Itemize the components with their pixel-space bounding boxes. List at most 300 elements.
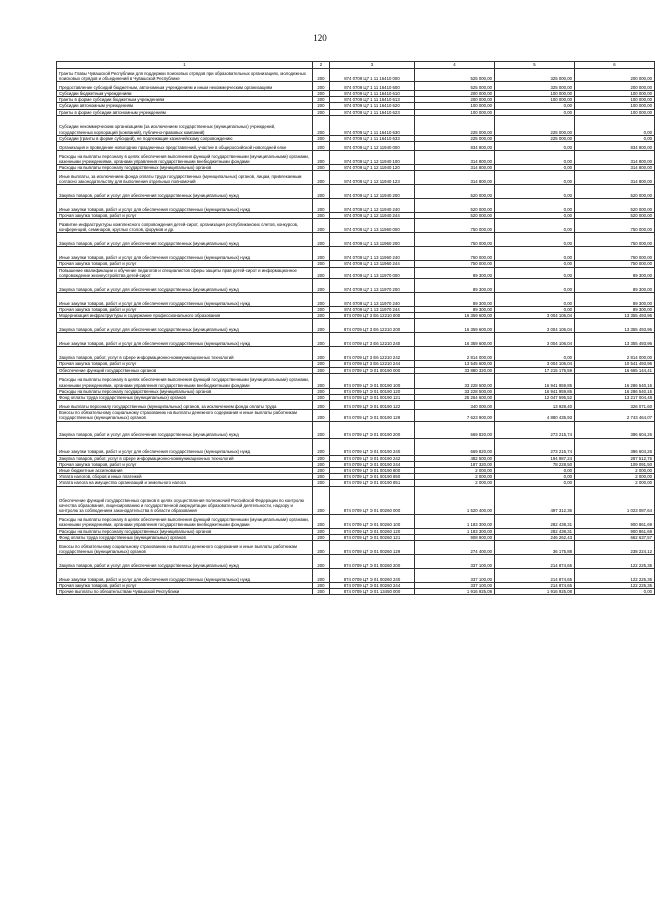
row-budget-classification: 874 0709 Ц7 1 13 11970 000 xyxy=(330,267,415,278)
header-cell: 1 xyxy=(57,62,313,69)
row-budget-classification: 874 0709 Ц7 1 13 11960 200 xyxy=(330,233,415,247)
table-row xyxy=(57,319,655,333)
row-executed-amount: 0,00 xyxy=(495,261,575,267)
row-executed-amount: 0,00 xyxy=(495,185,575,199)
row-code: 200 xyxy=(313,401,330,410)
table-row xyxy=(57,486,655,514)
row-budget-classification: 874 0709 Ц7 3 E6 12210 240 xyxy=(330,333,415,347)
row-approved-amount: 100 000,00 xyxy=(415,109,495,115)
row-executed-amount: 0,00 xyxy=(495,165,575,171)
table-row xyxy=(57,528,655,534)
row-budget-classification: 874 0709 Ц7 Э 01 00190 122 xyxy=(330,401,415,410)
row-description: Расходы на выплаты персоналу в целях обеспечения выполнения функций государственными (муниципальными) органами, казенными учреждениями, органами управления государственными внебюджетными фондами xyxy=(57,373,313,388)
row-approved-amount: 25 264 600,00 xyxy=(415,395,495,401)
table-row xyxy=(57,333,655,347)
row-description: Фонд оплаты труда государственных (муниципальных) органов xyxy=(57,534,313,540)
table-header-row xyxy=(57,62,655,69)
row-description: Иные выплаты, за исключением фонда оплаты труда государственных (муниципальных) органов, лицам, привлекаемым согласно законодательству для выполнения отдельных полномочий xyxy=(57,171,313,185)
row-executed-amount: 214 874,65 xyxy=(495,569,575,583)
row-approved-amount: 750 000,00 xyxy=(415,247,495,261)
row-remaining-amount: 200 000,00 xyxy=(575,82,655,91)
row-description: Иные бюджетные ассигнования xyxy=(57,468,313,474)
row-budget-classification: 874 0709 Ц7 1 12 11940 244 xyxy=(330,213,415,219)
header-cell: 5 xyxy=(495,62,575,69)
row-remaining-amount: 520 000,00 xyxy=(575,185,655,199)
row-description: Прочие выплаты по обязательствам Чувашской Республики xyxy=(57,589,313,595)
row-budget-classification: 874 0709 Ц7 Э 01 00190 240 xyxy=(330,438,415,455)
row-description: Иные закупки товаров, работ и услуг для обеспечения государственных (муниципальных) нужд xyxy=(57,569,313,583)
row-executed-amount: 0,00 xyxy=(495,171,575,185)
row-budget-classification: 874 0709 Ц7 Э 01 00260 200 xyxy=(330,555,415,569)
row-code: 200 xyxy=(313,199,330,213)
table-row xyxy=(57,401,655,410)
row-description: Закупка товаров, работ, услуг в сфере информационно-коммуникационных технологий xyxy=(57,347,313,361)
row-executed-amount: 0,00 xyxy=(495,109,575,115)
row-remaining-amount: 0,00 xyxy=(575,589,655,595)
row-description: Развитие инфраструктуры комплексного сопровождения детей-сирот, организация республиканских слетов, конкурсов, конференций, семинаров, круглых столов, форумов и др. xyxy=(57,219,313,233)
row-budget-classification: 874 0709 Ц7 1 12 11940 120 xyxy=(330,165,415,171)
row-approved-amount: 1 916 925,08 xyxy=(415,589,495,595)
table-row xyxy=(57,165,655,171)
row-code: 200 xyxy=(313,219,330,233)
row-description: Обеспечение функций государственных органов в целях осуществления полномочий Российской Федерации по контролю качества образования, лицензированию и государственной аккредитации образовательной деятельности, надзору и контролю за соблюдением законодательства в области образования xyxy=(57,486,313,514)
row-approved-amount: 669 820,00 xyxy=(415,438,495,455)
row-approved-amount: 89 300,00 xyxy=(415,307,495,313)
table-row xyxy=(57,395,655,401)
row-budget-classification: 874 0709 Ц7 1 11 16410 620 xyxy=(330,103,415,109)
row-executed-amount: 0,00 xyxy=(495,279,575,293)
row-remaining-amount: 89 300,00 xyxy=(575,307,655,313)
row-budget-classification: 874 0709 Ц7 Э 01 00190 242 xyxy=(330,455,415,461)
row-code: 200 xyxy=(313,103,330,109)
row-description: Взносы по обязательному социальному страхованию на выплаты денежного содержания и иные выплаты работникам государственных (муниципальных) органов xyxy=(57,541,313,555)
row-code: 200 xyxy=(313,142,330,151)
row-code: 200 xyxy=(313,461,330,467)
row-remaining-amount: 2 000,00 xyxy=(575,480,655,486)
row-code: 200 xyxy=(313,480,330,486)
row-executed-amount: 17 215 175,59 xyxy=(495,367,575,373)
row-approved-amount: 314 800,00 xyxy=(415,151,495,165)
row-description: Прочая закупка товаров, работ и услуг xyxy=(57,361,313,367)
row-budget-classification: 874 0709 Ц7 1 11 16410 600 xyxy=(330,82,415,91)
row-executed-amount: 0,00 xyxy=(495,213,575,219)
row-remaining-amount: 13 355 493,96 xyxy=(575,313,655,319)
row-approved-amount: 225 000,00 xyxy=(415,115,495,135)
row-approved-amount: 669 820,00 xyxy=(415,421,495,438)
row-approved-amount: 16 359 600,00 xyxy=(415,313,495,319)
row-approved-amount: 274 400,00 xyxy=(415,541,495,555)
row-code: 200 xyxy=(313,135,330,141)
row-remaining-amount: 750 000,00 xyxy=(575,219,655,233)
row-code: 200 xyxy=(313,583,330,589)
row-executed-amount: 12 047 595,52 xyxy=(495,395,575,401)
row-code: 200 xyxy=(313,82,330,91)
row-description: Расходы на выплаты персоналу государственных (муниципальных) органов xyxy=(57,388,313,394)
row-description: Иные закупки товаров, работ и услуг для обеспечения государственных (муниципальных) нужд xyxy=(57,199,313,213)
table-row xyxy=(57,313,655,319)
row-description: Субсидии автономным учреждениям xyxy=(57,103,313,109)
row-description: Прочая закупка товаров, работ и услуг xyxy=(57,213,313,219)
row-approved-amount: 2 000,00 xyxy=(415,480,495,486)
row-code: 200 xyxy=(313,347,330,361)
row-code: 200 xyxy=(313,247,330,261)
row-remaining-amount: 834 800,00 xyxy=(575,142,655,151)
row-description: Взносы по обязательному социальному страхованию на выплаты денежного содержания и иные выплаты работникам государственных (муниципальных) органов xyxy=(57,410,313,421)
row-remaining-amount: 2 000,00 xyxy=(575,468,655,474)
row-budget-classification: 874 0709 Ц7 1 12 11940 123 xyxy=(330,171,415,185)
row-remaining-amount: 89 300,00 xyxy=(575,279,655,293)
row-approved-amount: 200 000,00 xyxy=(415,97,495,103)
row-description: Прочая закупка товаров, работ и услуг xyxy=(57,583,313,589)
row-budget-classification: 874 0709 Ц7 Э 01 00190 120 xyxy=(330,388,415,394)
row-code: 200 xyxy=(313,367,330,373)
row-executed-amount: 214 874,65 xyxy=(495,583,575,589)
row-executed-amount: 0,00 xyxy=(495,347,575,361)
row-executed-amount: 3 004 106,04 xyxy=(495,333,575,347)
row-budget-classification: 874 0709 Ц7 Э 01 00190 100 xyxy=(330,373,415,388)
row-approved-amount: 525 000,00 xyxy=(415,69,495,82)
row-executed-amount: 100 000,00 xyxy=(495,97,575,103)
row-description: Гранты в форме субсидии автономным учреждениям xyxy=(57,109,313,115)
row-executed-amount: 225 000,00 xyxy=(495,115,575,135)
table-row xyxy=(57,267,655,278)
row-code: 200 xyxy=(313,395,330,401)
row-remaining-amount: 122 225,35 xyxy=(575,555,655,569)
row-description: Гранты в форме субсидии бюджетным учреждениям xyxy=(57,97,313,103)
row-code: 200 xyxy=(313,97,330,103)
table-row xyxy=(57,199,655,213)
row-code: 200 xyxy=(313,307,330,313)
table-row xyxy=(57,534,655,540)
table-row xyxy=(57,555,655,569)
row-approved-amount: 16 359 600,00 xyxy=(415,319,495,333)
row-approved-amount: 2 000,00 xyxy=(415,468,495,474)
row-description: Прочая закупка товаров, работ и услуг xyxy=(57,307,313,313)
row-executed-amount: 325 000,00 xyxy=(495,82,575,91)
row-remaining-amount: 16 286 540,15 xyxy=(575,373,655,388)
row-remaining-amount: 1 023 087,64 xyxy=(575,486,655,514)
row-remaining-amount: 2 814 000,00 xyxy=(575,347,655,361)
table-row xyxy=(57,247,655,261)
row-remaining-amount: 100 000,00 xyxy=(575,103,655,109)
row-code: 200 xyxy=(313,279,330,293)
row-executed-amount: 194 987,24 xyxy=(495,455,575,461)
row-approved-amount: 2 814 000,00 xyxy=(415,347,495,361)
row-description: Закупка товаров, работ и услуг для обеспечения государственных (муниципальных) нужд xyxy=(57,319,313,333)
row-code: 200 xyxy=(313,171,330,185)
row-code: 200 xyxy=(313,333,330,347)
row-executed-amount: 0,00 xyxy=(495,468,575,474)
row-code: 200 xyxy=(313,109,330,115)
table-row xyxy=(57,541,655,555)
row-description: Иные закупки товаров, работ и услуг для обеспечения государственных (муниципальных) нужд xyxy=(57,333,313,347)
row-approved-amount: 33 228 500,00 xyxy=(415,388,495,394)
row-description: Закупка товаров, работ и услуг для обеспечения государственных (муниципальных) нужд xyxy=(57,279,313,293)
row-budget-classification: 874 0709 Ц7 1 12 11940 200 xyxy=(330,185,415,199)
row-code: 200 xyxy=(313,91,330,97)
row-remaining-amount: 326 071,60 xyxy=(575,401,655,410)
row-executed-amount: 225 000,00 xyxy=(495,135,575,141)
row-remaining-amount: 109 091,50 xyxy=(575,461,655,467)
table-row xyxy=(57,97,655,103)
row-approved-amount: 520 000,00 xyxy=(415,213,495,219)
row-budget-classification: 874 0709 Ц7 1 13 11970 240 xyxy=(330,293,415,307)
row-approved-amount: 750 000,00 xyxy=(415,219,495,233)
row-budget-classification: 874 0709 Ц7 1 13 11960 244 xyxy=(330,261,415,267)
row-remaining-amount: 89 300,00 xyxy=(575,267,655,278)
row-approved-amount: 337 100,00 xyxy=(415,555,495,569)
budget-table xyxy=(56,61,655,595)
table-row xyxy=(57,514,655,528)
row-remaining-amount: 100 000,00 xyxy=(575,109,655,115)
row-description: Расходы на выплаты персоналу в целях обеспечения выполнения функций государственными (муниципальными) органами, казенными учреждениями, органами управления государственными внебюджетными фондами xyxy=(57,514,313,528)
row-budget-classification: 874 0709 Ц7 Э 01 00190 800 xyxy=(330,468,415,474)
row-description: Предоставление субсидий бюджетным, автономным учреждениям и иным некоммерческим организациям xyxy=(57,82,313,91)
row-code: 200 xyxy=(313,267,330,278)
row-executed-amount: 0,00 xyxy=(495,247,575,261)
table-row xyxy=(57,569,655,583)
row-executed-amount: 246 262,43 xyxy=(495,534,575,540)
row-budget-classification: 874 0709 Ц7 Э 01 00190 121 xyxy=(330,395,415,401)
row-remaining-amount: 89 300,00 xyxy=(575,293,655,307)
row-approved-amount: 16 359 600,00 xyxy=(415,333,495,347)
row-remaining-amount: 122 225,35 xyxy=(575,569,655,583)
row-description: Закупка товаров, работ и услуг для обеспечения государственных (муниципальных) нужд xyxy=(57,555,313,569)
row-budget-classification: 874 0709 Ц7 Э 01 00190 200 xyxy=(330,421,415,438)
row-remaining-amount: 662 637,57 xyxy=(575,534,655,540)
row-executed-amount: 1 916 925,08 xyxy=(495,589,575,595)
row-executed-amount: 497 312,36 xyxy=(495,486,575,514)
row-remaining-amount: 750 000,00 xyxy=(575,233,655,247)
row-description: Иные выплаты персоналу государственных (муниципальных) органов, за исключением фонда оплаты труда xyxy=(57,401,313,410)
row-approved-amount: 89 300,00 xyxy=(415,279,495,293)
row-approved-amount: 1 183 300,00 xyxy=(415,514,495,528)
row-description: Прочая закупка товаров, работ и услуг xyxy=(57,261,313,267)
row-remaining-amount: 100 000,00 xyxy=(575,91,655,97)
row-remaining-amount: 2 000,00 xyxy=(575,474,655,480)
row-executed-amount: 214 874,65 xyxy=(495,555,575,569)
row-approved-amount: 908 900,00 xyxy=(415,534,495,540)
row-remaining-amount: 122 225,35 xyxy=(575,583,655,589)
row-approved-amount: 89 300,00 xyxy=(415,267,495,278)
header-cell: 4 xyxy=(415,62,495,69)
row-description: Обеспечение функций государственных органов xyxy=(57,367,313,373)
row-remaining-amount: 396 604,26 xyxy=(575,421,655,438)
table-row xyxy=(57,151,655,165)
row-budget-classification: 874 0709 Ц7 3 E6 12210 244 xyxy=(330,361,415,367)
table-row xyxy=(57,279,655,293)
row-budget-classification: 874 0709 Ц7 1 12 11940 240 xyxy=(330,199,415,213)
row-description: Субсидии бюджетным учреждениям xyxy=(57,91,313,97)
row-remaining-amount: 16 286 540,15 xyxy=(575,388,655,394)
row-remaining-amount: 520 000,00 xyxy=(575,199,655,213)
row-executed-amount: 3 004 106,04 xyxy=(495,361,575,367)
row-budget-classification: 874 0709 Ц7 1 11 16410 630 xyxy=(330,115,415,135)
row-executed-amount: 0,00 xyxy=(495,199,575,213)
row-executed-amount: 13 928,40 xyxy=(495,401,575,410)
row-description: Расходы на выплаты персоналу государственных (муниципальных) органов xyxy=(57,165,313,171)
row-remaining-amount: 900 861,69 xyxy=(575,514,655,528)
row-remaining-amount: 750 000,00 xyxy=(575,247,655,261)
row-remaining-amount: 314 800,00 xyxy=(575,171,655,185)
table-row xyxy=(57,219,655,233)
row-budget-classification: 874 0709 Ц7 1 11 16410 633 xyxy=(330,135,415,141)
row-code: 200 xyxy=(313,261,330,267)
row-description: Иные закупки товаров, работ и услуг для обеспечения государственных (муниципальных) нужд xyxy=(57,438,313,455)
row-description: Прочая закупка товаров, работ и услуг xyxy=(57,461,313,467)
row-budget-classification: 874 0709 Ц7 Э 01 00190 244 xyxy=(330,461,415,467)
row-executed-amount: 282 438,31 xyxy=(495,528,575,534)
table-row xyxy=(57,171,655,185)
row-approved-amount: 520 000,00 xyxy=(415,199,495,213)
row-approved-amount: 337 100,00 xyxy=(415,583,495,589)
table-row xyxy=(57,589,655,595)
row-code: 200 xyxy=(313,213,330,219)
row-code: 200 xyxy=(313,319,330,333)
row-code: 200 xyxy=(313,438,330,455)
row-budget-classification: 874 0709 Ц7 1 11 16410 623 xyxy=(330,109,415,115)
row-executed-amount: 0,00 xyxy=(495,151,575,165)
row-description: Уплата налогов, сборов и иных платежей xyxy=(57,474,313,480)
row-budget-classification: 874 0709 Ц7 Э 01 00260 244 xyxy=(330,583,415,589)
row-executed-amount: 4 880 435,93 xyxy=(495,410,575,421)
row-executed-amount: 325 000,00 xyxy=(495,69,575,82)
row-code: 200 xyxy=(313,468,330,474)
row-remaining-amount: 314 800,00 xyxy=(575,151,655,165)
row-remaining-amount: 287 512,76 xyxy=(575,455,655,461)
row-approved-amount: 89 300,00 xyxy=(415,293,495,307)
row-description: Расходы на выплаты персоналу государственных (муниципальных) органов xyxy=(57,528,313,534)
row-budget-classification: 874 0709 Ц7 Э 01 00260 120 xyxy=(330,528,415,534)
row-budget-classification: 874 0709 Ц7 Э 01 00260 000 xyxy=(330,486,415,514)
row-description: Субсидии (гранты в форме субсидий), не подлежащие казначейскому сопровождению xyxy=(57,135,313,141)
row-approved-amount: 337 100,00 xyxy=(415,569,495,583)
row-remaining-amount: 13 355 493,96 xyxy=(575,333,655,347)
row-approved-amount: 340 000,00 xyxy=(415,401,495,410)
row-executed-amount: 273 215,74 xyxy=(495,421,575,438)
row-approved-amount: 525 000,00 xyxy=(415,82,495,91)
table-row xyxy=(57,293,655,307)
row-executed-amount: 0,00 xyxy=(495,142,575,151)
row-remaining-amount: 16 665 144,41 xyxy=(575,367,655,373)
row-code: 200 xyxy=(313,555,330,569)
row-budget-classification: 874 0709 Ц7 1 13 11960 000 xyxy=(330,219,415,233)
row-executed-amount: 0,00 xyxy=(495,103,575,109)
row-code: 200 xyxy=(313,165,330,171)
row-description: Закупка товаров, работ, услуг в сфере информационно-коммуникационных технологий xyxy=(57,455,313,461)
row-code: 200 xyxy=(313,410,330,421)
row-approved-amount: 750 000,00 xyxy=(415,233,495,247)
table-row xyxy=(57,185,655,199)
row-budget-classification: 874 0709 Ц7 Э 01 00190 850 xyxy=(330,474,415,480)
row-code: 200 xyxy=(313,361,330,367)
row-budget-classification: 874 0709 Ц7 1 13 11970 200 xyxy=(330,279,415,293)
table-row xyxy=(57,233,655,247)
row-code: 200 xyxy=(313,455,330,461)
row-budget-classification: 874 0709 Ц7 Э 01 00260 121 xyxy=(330,534,415,540)
row-budget-classification: 874 0709 Ц7 1 13 11970 244 xyxy=(330,307,415,313)
row-executed-amount: 0,00 xyxy=(495,267,575,278)
row-executed-amount: 0,00 xyxy=(495,474,575,480)
row-executed-amount: 16 941 959,85 xyxy=(495,388,575,394)
row-remaining-amount: 13 217 004,48 xyxy=(575,395,655,401)
row-description: Организация и проведение новогодних праздничных представлений, участие в общероссийской новогодней елке xyxy=(57,142,313,151)
row-approved-amount: 750 000,00 xyxy=(415,261,495,267)
row-budget-classification: 874 0709 Ц7 Э 01 00260 240 xyxy=(330,569,415,583)
table-row xyxy=(57,367,655,373)
row-remaining-amount: 0,00 xyxy=(575,115,655,135)
row-description: Расходы на выплаты персоналу в целях обеспечения выполнения функций государственными (муниципальными) органами, казенными учреждениями, органами управления государственными внебюджетными фондами xyxy=(57,151,313,165)
row-executed-amount: 0,00 xyxy=(495,307,575,313)
header-cell: 6 xyxy=(575,62,655,69)
row-code: 200 xyxy=(313,514,330,528)
row-budget-classification: 874 0709 Ц7 1 11 16410 613 xyxy=(330,97,415,103)
row-approved-amount: 520 000,00 xyxy=(415,185,495,199)
row-description: Модернизация инфраструктуры и содержание профессионального образования xyxy=(57,313,313,319)
row-budget-classification: 874 0709 Ц7 Э 01 00190 129 xyxy=(330,410,415,421)
row-executed-amount: 3 004 106,04 xyxy=(495,313,575,319)
row-code: 200 xyxy=(313,421,330,438)
row-executed-amount: 0,00 xyxy=(495,480,575,486)
row-code: 200 xyxy=(313,534,330,540)
row-approved-amount: 482 500,00 xyxy=(415,455,495,461)
row-code: 200 xyxy=(313,115,330,135)
row-remaining-amount: 520 000,00 xyxy=(575,213,655,219)
table-row xyxy=(57,115,655,135)
row-code: 200 xyxy=(313,541,330,555)
table-row xyxy=(57,455,655,461)
row-remaining-amount: 750 000,00 xyxy=(575,261,655,267)
row-description: Закупка товаров, работ и услуг для обеспечения государственных (муниципальных) нужд xyxy=(57,421,313,438)
row-budget-classification: 874 0709 Ц7 Э 01 00190 000 xyxy=(330,367,415,373)
row-executed-amount: 0,00 xyxy=(495,219,575,233)
row-approved-amount: 225 000,00 xyxy=(415,135,495,141)
row-description: Повышение квалификации и обучение педагогов и специалистов сферы защиты прав детей-сирот и информационное сопровождение жизнеустройства детей-сирот xyxy=(57,267,313,278)
row-approved-amount: 1 520 400,00 xyxy=(415,486,495,514)
row-code: 200 xyxy=(313,388,330,394)
row-code: 200 xyxy=(313,528,330,534)
row-remaining-amount: 396 604,26 xyxy=(575,438,655,455)
row-executed-amount: 100 000,00 xyxy=(495,91,575,97)
row-executed-amount: 282 438,31 xyxy=(495,514,575,528)
row-approved-amount: 33 228 500,00 xyxy=(415,373,495,388)
row-code: 200 xyxy=(313,313,330,319)
row-budget-classification: 874 0709 Ц7 Э 01 00190 851 xyxy=(330,480,415,486)
page-number: 120 xyxy=(313,33,327,43)
row-executed-amount: 78 228,50 xyxy=(495,461,575,467)
row-code: 200 xyxy=(313,293,330,307)
table-row xyxy=(57,480,655,486)
table-row xyxy=(57,109,655,115)
table-row xyxy=(57,410,655,421)
row-code: 200 xyxy=(313,589,330,595)
row-code: 200 xyxy=(313,69,330,82)
row-code: 200 xyxy=(313,185,330,199)
row-executed-amount: 3 004 106,04 xyxy=(495,319,575,333)
row-description: Иные закупки товаров, работ и услуг для обеспечения государственных (муниципальных) нужд xyxy=(57,293,313,307)
row-approved-amount: 100 000,00 xyxy=(415,103,495,109)
row-approved-amount: 200 000,00 xyxy=(415,91,495,97)
row-remaining-amount: 10 541 493,96 xyxy=(575,361,655,367)
table-row xyxy=(57,142,655,151)
row-executed-amount: 0,00 xyxy=(495,233,575,247)
row-budget-classification: 874 0709 Ц7 1 12 11940 100 xyxy=(330,151,415,165)
row-description: Иные закупки товаров, работ и услуг для обеспечения государственных (муниципальных) нужд xyxy=(57,247,313,261)
row-remaining-amount: 2 743 464,07 xyxy=(575,410,655,421)
row-remaining-amount: 900 861,69 xyxy=(575,528,655,534)
row-budget-classification: 874 0709 Ц7 Э 01 00260 100 xyxy=(330,514,415,528)
table-row xyxy=(57,438,655,455)
